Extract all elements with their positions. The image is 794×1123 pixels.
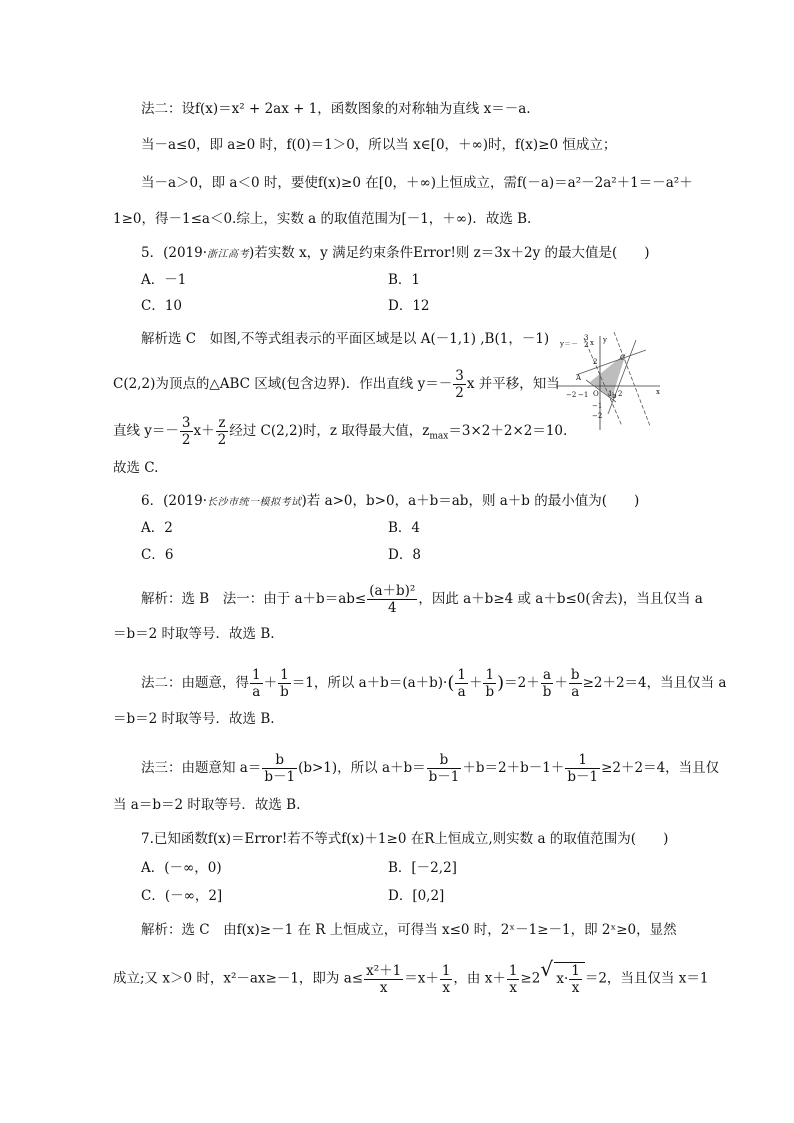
fig-label: 2 — [593, 358, 598, 366]
method2-line-2: 当－a≤0，即 a≥0 时，f(0)＝1＞0，所以当 x∈[0，＋∞)时，f(x)≥0 恒成立； — [141, 137, 617, 153]
q6-solution-method-1: 解析：选 B 法一：由于 a＋b＝ab≤ $\frac{\text{(a＋b)²}}{4}$ ，因此 a＋b≥4 或 a＋b≤0(舍去)，当且仅当 a — [141, 583, 703, 616]
fig-label: O — [593, 390, 599, 398]
fig-label: 2 — [618, 390, 623, 398]
q5-text: )若实数 x，y 满足约束条件Error!则 z＝3x＋2y 的最大值是( ) — [249, 245, 650, 261]
q5-number: 5．(2019· — [141, 245, 208, 261]
q5-option-b: B．1 — [388, 272, 421, 288]
fig-label: −2 — [592, 412, 603, 420]
q6-source: 长沙市统一模拟考试 — [207, 497, 302, 508]
q7-solution-line-2: 成立;又 x＞0 时，x²－ax≥－1，即为 a≤ $\frac{\text{x²＋1}}{x}$ ＝x＋ $\frac{1}{x}$ ，由 x＋ $\frac{1}{x}$ ≥2√ x· $\frac{1}{x}$ ＝2，当且仅当 x＝1 — [113, 962, 708, 996]
fig-label: y＝－ — [560, 340, 578, 348]
q6-solution-method-1-cont: ＝b＝2 时取等号．故选 B. — [113, 626, 275, 642]
q5-option-c: C．10 — [141, 298, 183, 314]
q7-option-b: B．[－2,2] — [388, 860, 457, 876]
fig-label: −1 — [592, 402, 603, 410]
q5-solution-line-2: C(2,2)为顶点的△ABC 区域(包含边界)．作出直线 y＝－ $\frac{3}{2}$ x 并平移，知当 — [113, 368, 560, 401]
fraction-z-2: $\frac{z}{2}$ — [217, 415, 227, 448]
q5-stem — [141, 243, 650, 265]
fig-label: 2 — [584, 341, 589, 349]
fig-label: x — [656, 388, 660, 396]
fig-label: −1 — [578, 391, 589, 399]
q6-solution-method-2: 法二：由题意，得 $\frac{1}{a}$ ＋ $\frac{1}{b}$ ＝1，所以 a＋b＝(a＋b)·( $\frac{1}{a}$ ＋ $\frac{1}{b}$ )＝2＋ $\frac{a}{b}$ ＋ $\frac{b}{a}$ ≥2＋2＝4，当且仅当 a — [141, 667, 727, 700]
method2-line-4: 1≥0，得－1≤a＜0.综上，实数 a 的取值范围为[－1，＋∞)．故选 B. — [113, 211, 532, 227]
q7-option-d: D．[0,2] — [388, 888, 445, 904]
q5-solution-line-3: 直线 y＝－ $\frac{3}{2}$ x＋ $\frac{z}{2}$ 经过 C(2,2)时，z 取得最大值，$z_{max}=3\times 2+2\times 2=10$. — [113, 415, 568, 448]
fig-label: 3 — [584, 334, 589, 342]
q6-option-b: B．4 — [388, 520, 421, 536]
q7-option-a: A．(－∞，0) — [141, 860, 222, 876]
q7-stem: 7.已知函数f(x)＝Error!若不等式f(x)＋1≥0 在R上恒成立,则实数 a 的取值范围为( ) — [141, 831, 669, 847]
fraction-3-2: $\frac{3}{2}$ — [181, 415, 191, 448]
fig-label: C — [620, 354, 626, 362]
square-root: √ x· $\frac{1}{x}$ — [554, 962, 585, 996]
method2-line-1: 法二：设f(x)＝x² + 2ax + 1，函数图象的对称轴为直线 x＝－a. — [141, 101, 531, 117]
fig-label: 1 — [608, 390, 613, 398]
q6-option-d: D．8 — [388, 547, 421, 563]
q6-solution-method-2-cont: ＝b＝2 时取等号．故选 B. — [113, 711, 275, 727]
q5-solution-line-4: 故选 C. — [113, 460, 159, 476]
q6-text: )若 a>0，b>0，a＋b＝ab，则 a＋b 的最小值为( ) — [301, 493, 640, 509]
fraction-a-plus-b-sq-over-4: $\frac{\text{(a＋b)²}}{4}$ — [369, 583, 416, 616]
q6-number: 6．(2019· — [141, 493, 208, 509]
q5-source: 浙江高考 — [207, 249, 250, 260]
q5-option-a: A．－1 — [141, 272, 187, 288]
q5-solution-line-1: 解析选 C 如图,不等式组表示的平面区域是以 A(－1,1) ,B(1，－1) — [141, 331, 550, 347]
q6-stem — [141, 491, 639, 513]
q6-solution-method-3-cont: 当 a＝b＝2 时取等号．故选 B. — [113, 797, 301, 813]
fig-label: A — [576, 374, 582, 382]
q5-option-d: D．12 — [388, 298, 430, 314]
q6-option-a: A．2 — [141, 520, 173, 536]
fig-label: y — [603, 336, 607, 344]
fig-label: b — [612, 392, 617, 400]
fig-label: x — [590, 339, 594, 347]
fig-label: −2 — [566, 391, 577, 399]
dashed-line-1 — [614, 332, 650, 426]
q7-solution-line-1: 解析：选 C 由f(x)≥－1 在 R 上恒成立，可得当 x≤0 时，2ˣ－1≥－1，即 2ˣ≥0，显然 — [141, 922, 677, 938]
q7-option-c: C．(－∞，2] — [141, 888, 223, 904]
fraction-3-2: $\frac{3}{2}$ — [455, 368, 464, 401]
method2-line-3: 当－a＞0，即 a＜0 时，要使f(x)≥0 在[0，＋∞)上恒成立，需f(－a)＝a²－2a²＋1＝－a²＋ — [141, 175, 693, 191]
feasible-region-figure — [556, 330, 674, 430]
q6-solution-method-3: 法三：由题意知 a＝ $\frac{b}{b-1}$ (b>1)，所以 a＋b＝ $\frac{b}{b-1}$ ＋b＝2＋b－1＋ $\frac{1}{b-1}$ ≥2＋2＝4，当且仅 — [141, 752, 720, 785]
q6-option-c: C．6 — [141, 547, 174, 563]
